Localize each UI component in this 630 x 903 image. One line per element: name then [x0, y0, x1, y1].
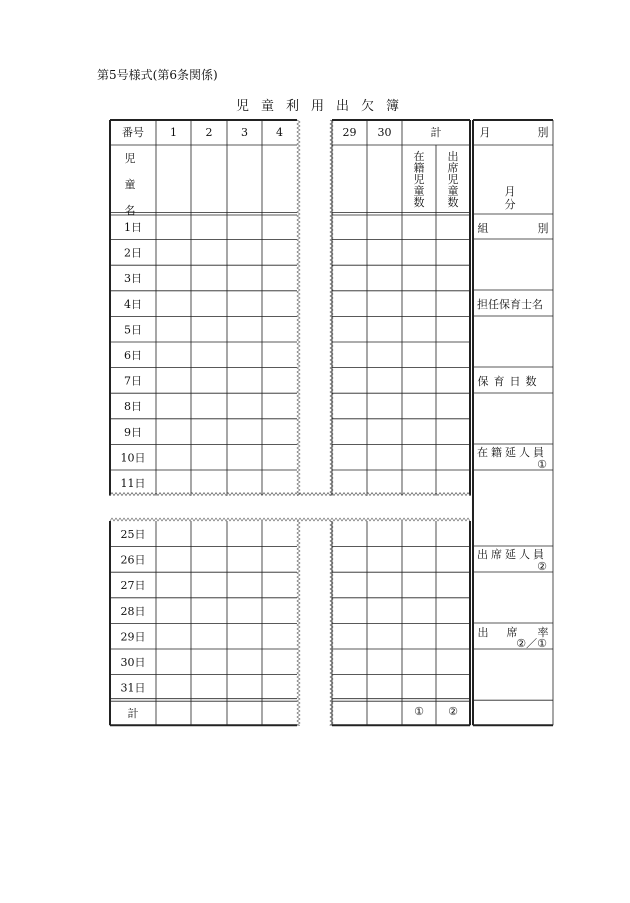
- column-header: 29: [342, 126, 357, 139]
- form-number-label: 第5号様式(第6条関係): [97, 68, 218, 82]
- rate-char: 席: [506, 626, 518, 639]
- day-label: 3日: [124, 272, 142, 286]
- rate-char: 出: [477, 626, 489, 639]
- day-label: 5日: [124, 323, 142, 337]
- attended-mark: ②: [537, 560, 547, 573]
- enrolled-count-char: 童: [413, 184, 425, 198]
- enrolled-count-char: 児: [413, 173, 425, 186]
- column-header: 3: [241, 126, 248, 139]
- month-header-a: 月: [479, 126, 491, 139]
- day-label: 30日: [120, 656, 146, 669]
- title-char: 欠: [360, 99, 374, 114]
- class-label-a: 組: [477, 222, 489, 235]
- enrolled-count-char: 籍: [413, 161, 425, 175]
- attended-count-char: 児: [447, 173, 459, 186]
- footer-mark-1: ①: [414, 705, 424, 719]
- enrolled-count-char: 数: [413, 196, 425, 209]
- month-header-b: 別: [537, 126, 549, 139]
- day-label: 6日: [124, 349, 142, 362]
- column-header: 1: [170, 126, 177, 139]
- day-label: 9日: [124, 425, 142, 439]
- column-header: 4: [276, 126, 283, 139]
- total-header: 計: [430, 126, 442, 139]
- zigzag-break: [330, 120, 333, 496]
- rate-formula: ②／①: [516, 637, 547, 650]
- day-label: 27日: [120, 579, 146, 593]
- zigzag-break: [297, 521, 300, 725]
- day-label: 28日: [120, 604, 146, 618]
- footer-mark-2: ②: [448, 705, 458, 719]
- title-char: 児: [235, 99, 249, 114]
- day-label: 10日: [120, 451, 146, 465]
- title-char: 簿: [385, 99, 399, 114]
- attended-count-char: 数: [447, 196, 459, 209]
- care-days-char: 保: [477, 375, 489, 388]
- care-days-char: 日: [509, 375, 521, 388]
- enrolled-total-label: 在籍延人員: [477, 446, 547, 459]
- number-header: 番号: [122, 126, 144, 139]
- enrolled-count-char: 在: [413, 150, 425, 163]
- day-label: 4日: [124, 297, 142, 311]
- title-char: 用: [310, 99, 324, 114]
- title-char: 利: [285, 99, 299, 114]
- day-label: 8日: [124, 400, 142, 414]
- zigzag-break: [297, 120, 300, 496]
- child-name-label-char: 児: [124, 152, 136, 165]
- class-label-b: 別: [537, 222, 549, 235]
- day-label: 25日: [120, 528, 146, 541]
- title-char: 童: [260, 99, 274, 114]
- column-header: 2: [205, 126, 213, 139]
- attended-count-char: 席: [447, 161, 459, 175]
- day-label: 7日: [124, 374, 142, 388]
- column-header: 30: [377, 126, 392, 139]
- day-label: 1日: [124, 221, 142, 234]
- rate-char: 率: [537, 626, 549, 639]
- attended-count-char: 出: [447, 150, 459, 163]
- child-name-label-char: 童: [124, 178, 136, 191]
- attended-total-label: 出席延人員: [477, 548, 547, 561]
- teacher-name-label: 担任保育士名: [477, 298, 543, 311]
- month-unit-a: 月: [504, 185, 516, 198]
- child-name-label-char: 名: [124, 204, 136, 217]
- day-label: 29日: [120, 630, 146, 644]
- care-days-char: 数: [525, 375, 537, 388]
- day-label: 31日: [120, 681, 146, 695]
- care-days-char: 育: [493, 375, 505, 388]
- day-label: 26日: [120, 553, 146, 567]
- zigzag-break: [110, 493, 470, 496]
- title-char: 出: [335, 99, 349, 114]
- enrolled-mark: ①: [537, 458, 547, 471]
- footer-total-label: 計: [127, 707, 139, 721]
- zigzag-break: [110, 518, 470, 521]
- day-label: 2日: [124, 246, 142, 260]
- attended-count-char: 童: [447, 184, 459, 198]
- day-label: 11日: [120, 477, 146, 490]
- month-unit-b: 分: [504, 198, 516, 211]
